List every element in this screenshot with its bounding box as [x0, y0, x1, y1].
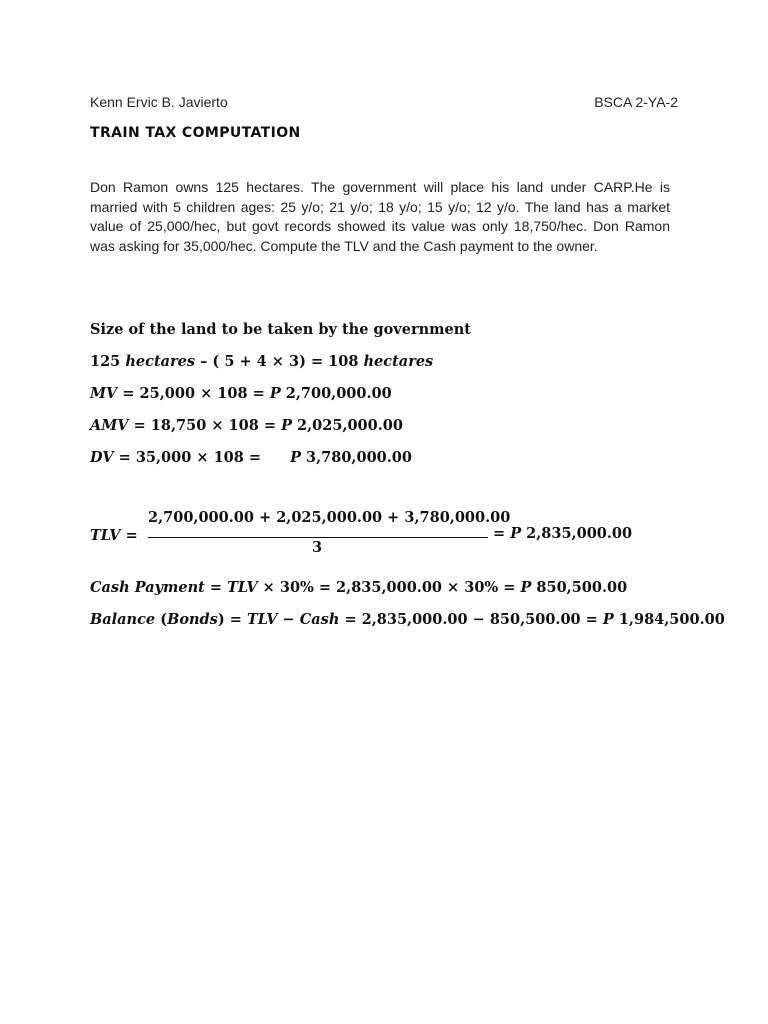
- balance-tlv: TLV: [246, 611, 278, 628]
- cash-payment-equation: [90, 579, 627, 596]
- amv-variable: AMV: [90, 417, 129, 434]
- class-section: BSCA 2-YA-2: [594, 94, 678, 110]
- amv-expression: = 18,750 × 108 =: [128, 417, 282, 434]
- cash-label: Cash Payment: [90, 579, 205, 596]
- mv-variable: MV: [90, 385, 118, 402]
- header-row: [90, 94, 678, 110]
- cash-expression: × 30% = 2,835,000.00 × 30% =: [257, 579, 521, 596]
- amv-result: 2,025,000.00: [291, 417, 403, 434]
- amv-peso: P: [281, 417, 292, 434]
- balance-equation: [90, 611, 725, 628]
- tlv-numerator: 2,700,000.00 + 2,025,000.00 + 3,780,000.00: [148, 509, 511, 526]
- cash-result: 850,500.00: [531, 579, 628, 596]
- land-unit-1: hectares: [125, 353, 196, 370]
- balance-expression: = 2,835,000.00 − 850,500.00 =: [339, 611, 603, 628]
- fraction-bar: [148, 537, 488, 538]
- tlv-result: [493, 525, 632, 542]
- dv-result: 3,780,000.00: [300, 449, 412, 466]
- mv-equation: [90, 385, 392, 402]
- cash-peso: P: [520, 579, 532, 596]
- balance-paren-close: ) =: [217, 611, 247, 628]
- tlv-equals: =: [493, 525, 511, 542]
- land-expression: – ( 5 + 4 × 3) = 108: [195, 353, 364, 370]
- mv-result: 2,700,000.00: [280, 385, 392, 402]
- balance-minus: −: [277, 611, 300, 628]
- land-size-equation: [90, 353, 433, 370]
- mv-peso: P: [269, 385, 281, 402]
- land-unit-2: hectares: [363, 353, 434, 370]
- dv-equation: [90, 449, 412, 466]
- problem-statement: Don Ramon owns 125 hectares. The government will place his land under CARP.He is married with 5 children ages: 25 y/o; 21 y/o; 18 y/o; 15 y/o; 12 y/o. The land has a market value of 25,000/hec, but govt records showed its value was only 18,750/hec. Don Ramon was asking for 35,000/hec. Compute the TLV and the Cash payment to the owner.: [90, 179, 670, 254]
- solution-heading: Size of the land to be taken by the government: [90, 321, 471, 338]
- balance-label: Balance: [90, 611, 156, 628]
- dv-peso: P: [290, 449, 301, 466]
- balance-peso: P: [602, 611, 614, 628]
- cash-tlv: TLV: [227, 579, 258, 596]
- tlv-label: TLV =: [90, 527, 138, 544]
- tlv-value: 2,835,000.00: [521, 525, 633, 542]
- balance-result: 1,984,500.00: [613, 611, 725, 628]
- document-title: TRAIN TAX COMPUTATION: [90, 125, 301, 141]
- cash-eq: =: [204, 579, 228, 596]
- author-name: Kenn Ervic B. Javierto: [90, 94, 228, 110]
- balance-bonds: Bonds: [167, 611, 218, 628]
- balance-cash: Cash: [299, 611, 340, 628]
- balance-paren-open: (: [155, 611, 168, 628]
- amv-equation: [90, 417, 403, 434]
- tlv-peso: P: [510, 525, 522, 542]
- dv-expression: = 35,000 × 108 =: [113, 449, 267, 466]
- tlv-denominator: 3: [312, 539, 323, 556]
- mv-expression: = 25,000 × 108 =: [117, 385, 270, 402]
- land-total: 125: [90, 353, 121, 370]
- dv-variable: DV: [90, 449, 114, 466]
